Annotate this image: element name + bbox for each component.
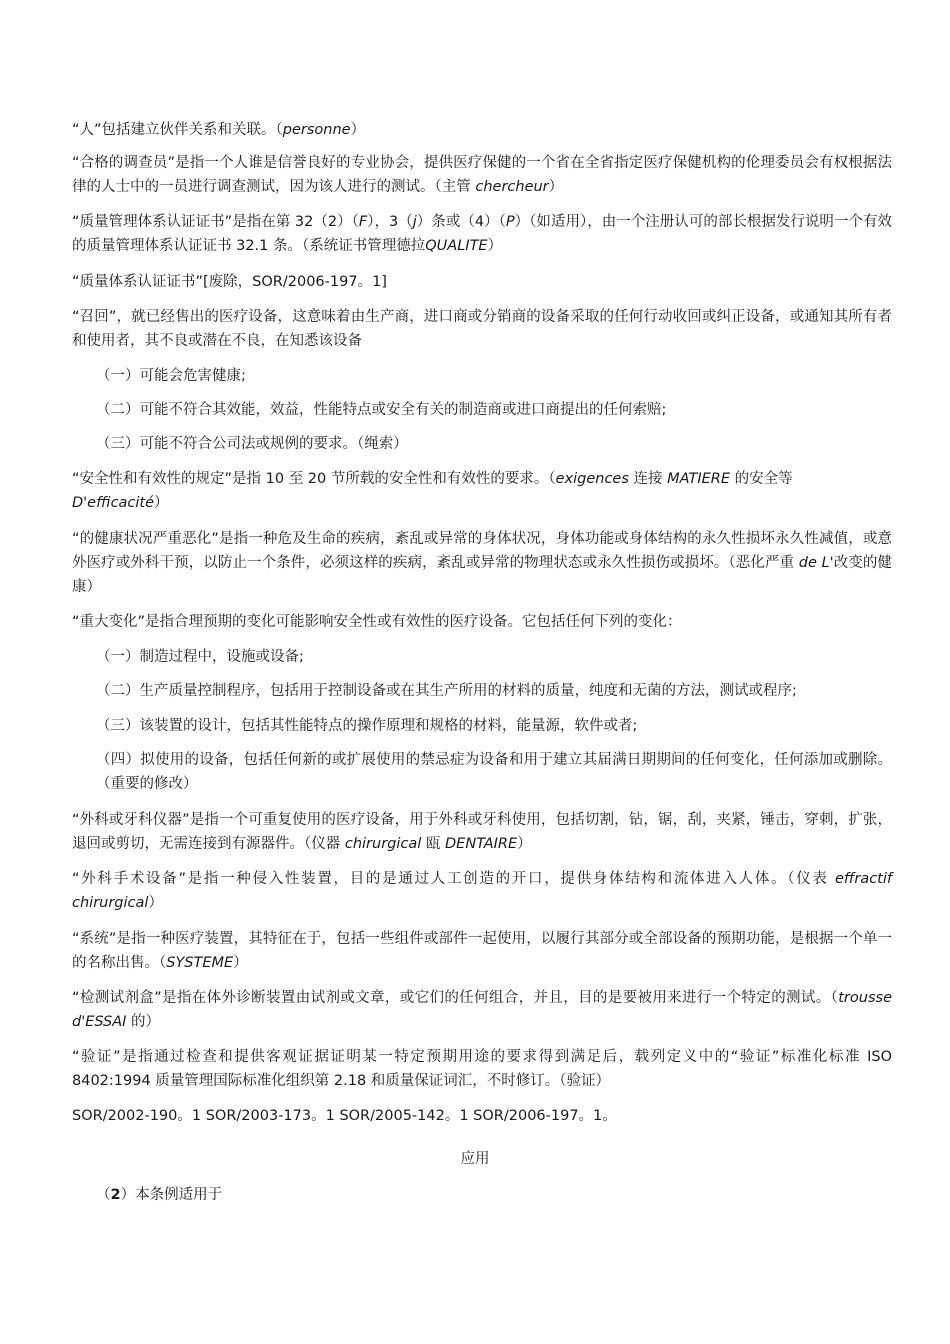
text: “安全性和有效性的规定”是指 10 至 20 节所载的安全性和有效性的要求。（	[72, 471, 556, 487]
definition-serious-deterioration	[72, 527, 892, 599]
definition-qualified-investigator	[72, 151, 892, 199]
definition-surgically-invasive-device	[72, 867, 892, 915]
italic-term: personne	[282, 122, 351, 138]
italic-term: SYSTEME	[166, 955, 234, 971]
text: 的安全等	[730, 471, 793, 487]
text: “的健康状况严重恶化”是指一种危及生命的疾病，紊乱或异常的身体状况，身体功能或身体结构的永久性损坏永久性减值，或意外医疗或外科干预，以防止一个条件，必须这样的疾病，紊乱或异常的物理状态或永久性损伤或损坏。（恶化严重	[72, 531, 892, 571]
change-item-b: （二）生产质量控制程序，包括用于控制设备或在其生产所用的材料的质量，纯度和无菌的方法，测试或程序;	[96, 683, 797, 699]
italic-term: chercheur	[475, 179, 549, 195]
text: ）	[487, 238, 503, 254]
text: ）	[233, 955, 248, 971]
text: “质量管理体系认证证书”是指在第 32（2）（	[72, 214, 359, 230]
italic-term: exigences	[555, 471, 629, 487]
text: “人”包括建立伙伴关系和关联。（	[72, 122, 283, 138]
text: ）本条例适用于	[120, 1187, 223, 1203]
italic-term: de L'	[798, 555, 834, 571]
text: ）条或（4）（	[416, 214, 506, 230]
text: ）	[517, 836, 532, 852]
text: “重大变化”是指合理预期的变化可能影响安全性或有效性的医疗设备。它包括任何下列的变化：	[72, 614, 682, 630]
italic-term: D'efficacité	[72, 495, 155, 511]
text: “验证”是指通过检查和提供客观证据证明某一特定预期用途的要求得到满足后，载列定义中的“验证”标准化标准 ISO 8402:1994 质量管理国际标准化组织第 2.18 和质量保证词汇，不时修订。（验证）	[72, 1049, 892, 1089]
recall-item-c: （三）可能不符合公司法或规例的要求。（绳索）	[96, 436, 408, 452]
text: ）	[148, 895, 163, 911]
text: ）	[350, 122, 366, 138]
text: “召回”，就已经售出的医疗设备，这意味着由生产商，进口商或分销商的设备采取的任何行动收回或纠正设备，或通知其所有者和使用者，其不良或潜在不良，在知悉该设备	[72, 309, 892, 349]
text: “检测试剂盒”是指在体外诊断装置由试剂或文章，或它们的任何组合，并且，目的是要被用来进行一个特定的测试。（	[72, 990, 839, 1006]
definition-person	[72, 118, 892, 142]
amendment-references	[72, 1104, 892, 1128]
text: ）	[154, 495, 169, 511]
text: “合格的调查员”是指一个人谁是信誉良好的专业协会，提供医疗保健的一个省在全省指定医疗保健机构的伦理委员会有权根据法律的人士中的一员进行调查测试，因为该人进行的测试。（主管	[72, 155, 892, 195]
italic-term: chirurgical	[344, 836, 422, 852]
italic-term: DENTAIRE	[445, 836, 518, 852]
text: “外科或牙科仪器”是指一个可重复使用的医疗设备，用于外科或牙科使用，包括切割，钻，锯，刮，夹紧，锤击，穿刺，扩张，退回或剪切，无需连接到有源器件。（仪器	[72, 812, 892, 852]
change-item-c: （三）该装置的设计，包括其性能特点的操作原理和规格的材料，能量源，软件或者;	[96, 718, 638, 734]
text: SOR/2002-190。1 SOR/2003-173。1 SOR/2005-142。1 SOR/2006-197。1。	[72, 1108, 617, 1124]
definition-test-kit	[72, 986, 892, 1034]
text: ）（如适用），由一个注册认可的部长根据发行说明一个有效的质量管理体系认证证书 32.1 条。（系统证书管理德拉	[72, 214, 892, 254]
italic-term: j	[412, 214, 417, 230]
text: 瓯	[421, 836, 446, 852]
recall-item-a: （一）可能会危害健康;	[96, 368, 246, 384]
section-heading-application: 应用	[460, 1151, 490, 1167]
definition-quality-system-certificate	[72, 270, 892, 294]
change-item-a: （一）制造过程中，设施或设备;	[96, 649, 304, 665]
text: ），3（	[367, 214, 413, 230]
change-item-d: （四）拟使用的设备，包括任何新的或扩展使用的禁忌症为设备和用于建立其届满日期期间的任何变化，任何添加或删除。（重要的修改）	[96, 752, 892, 792]
definition-qms-certificate	[72, 210, 892, 258]
italic-term: P	[505, 214, 515, 230]
definition-recall	[72, 305, 892, 353]
recall-item-b: （二）可能不符合其效能，效益，性能特点或安全有关的制造商或进口商提出的任何索赔;	[96, 402, 667, 418]
definition-safety-effectiveness	[72, 467, 892, 515]
subsection-2	[96, 1183, 892, 1207]
definition-system	[72, 927, 892, 975]
text: “外科手术设备”是指一种侵入性装置，目的是通过人工创造的开口，提供身体结构和流体进入人体。（仪表	[72, 871, 835, 887]
definition-validation	[72, 1045, 892, 1093]
subsection-number: 2	[110, 1187, 121, 1203]
text: “质量体系认证证书”[废除，SOR/2006-197。1]	[72, 274, 387, 290]
text: （	[96, 1187, 111, 1203]
italic-term: F	[358, 214, 368, 230]
text: 的）	[126, 1014, 161, 1030]
text: “系统”是指一种医疗装置，其特征在于，包括一些组件或部件一起使用，以履行其部分或全部设备的预期功能，是根据一个单一的名称出售。（	[72, 931, 892, 971]
italic-term: trousse d'ESSAI	[72, 990, 892, 1030]
definition-significant-change	[72, 610, 892, 634]
italic-term: effractif chirurgical	[72, 871, 892, 911]
text: ）	[548, 179, 564, 195]
definition-surgical-dental-instrument	[72, 808, 892, 856]
italic-term: MATIERE	[667, 471, 731, 487]
text: 改变的健康）	[72, 555, 893, 595]
italic-term: QUALITE	[425, 238, 488, 254]
text: 连接	[628, 471, 668, 487]
